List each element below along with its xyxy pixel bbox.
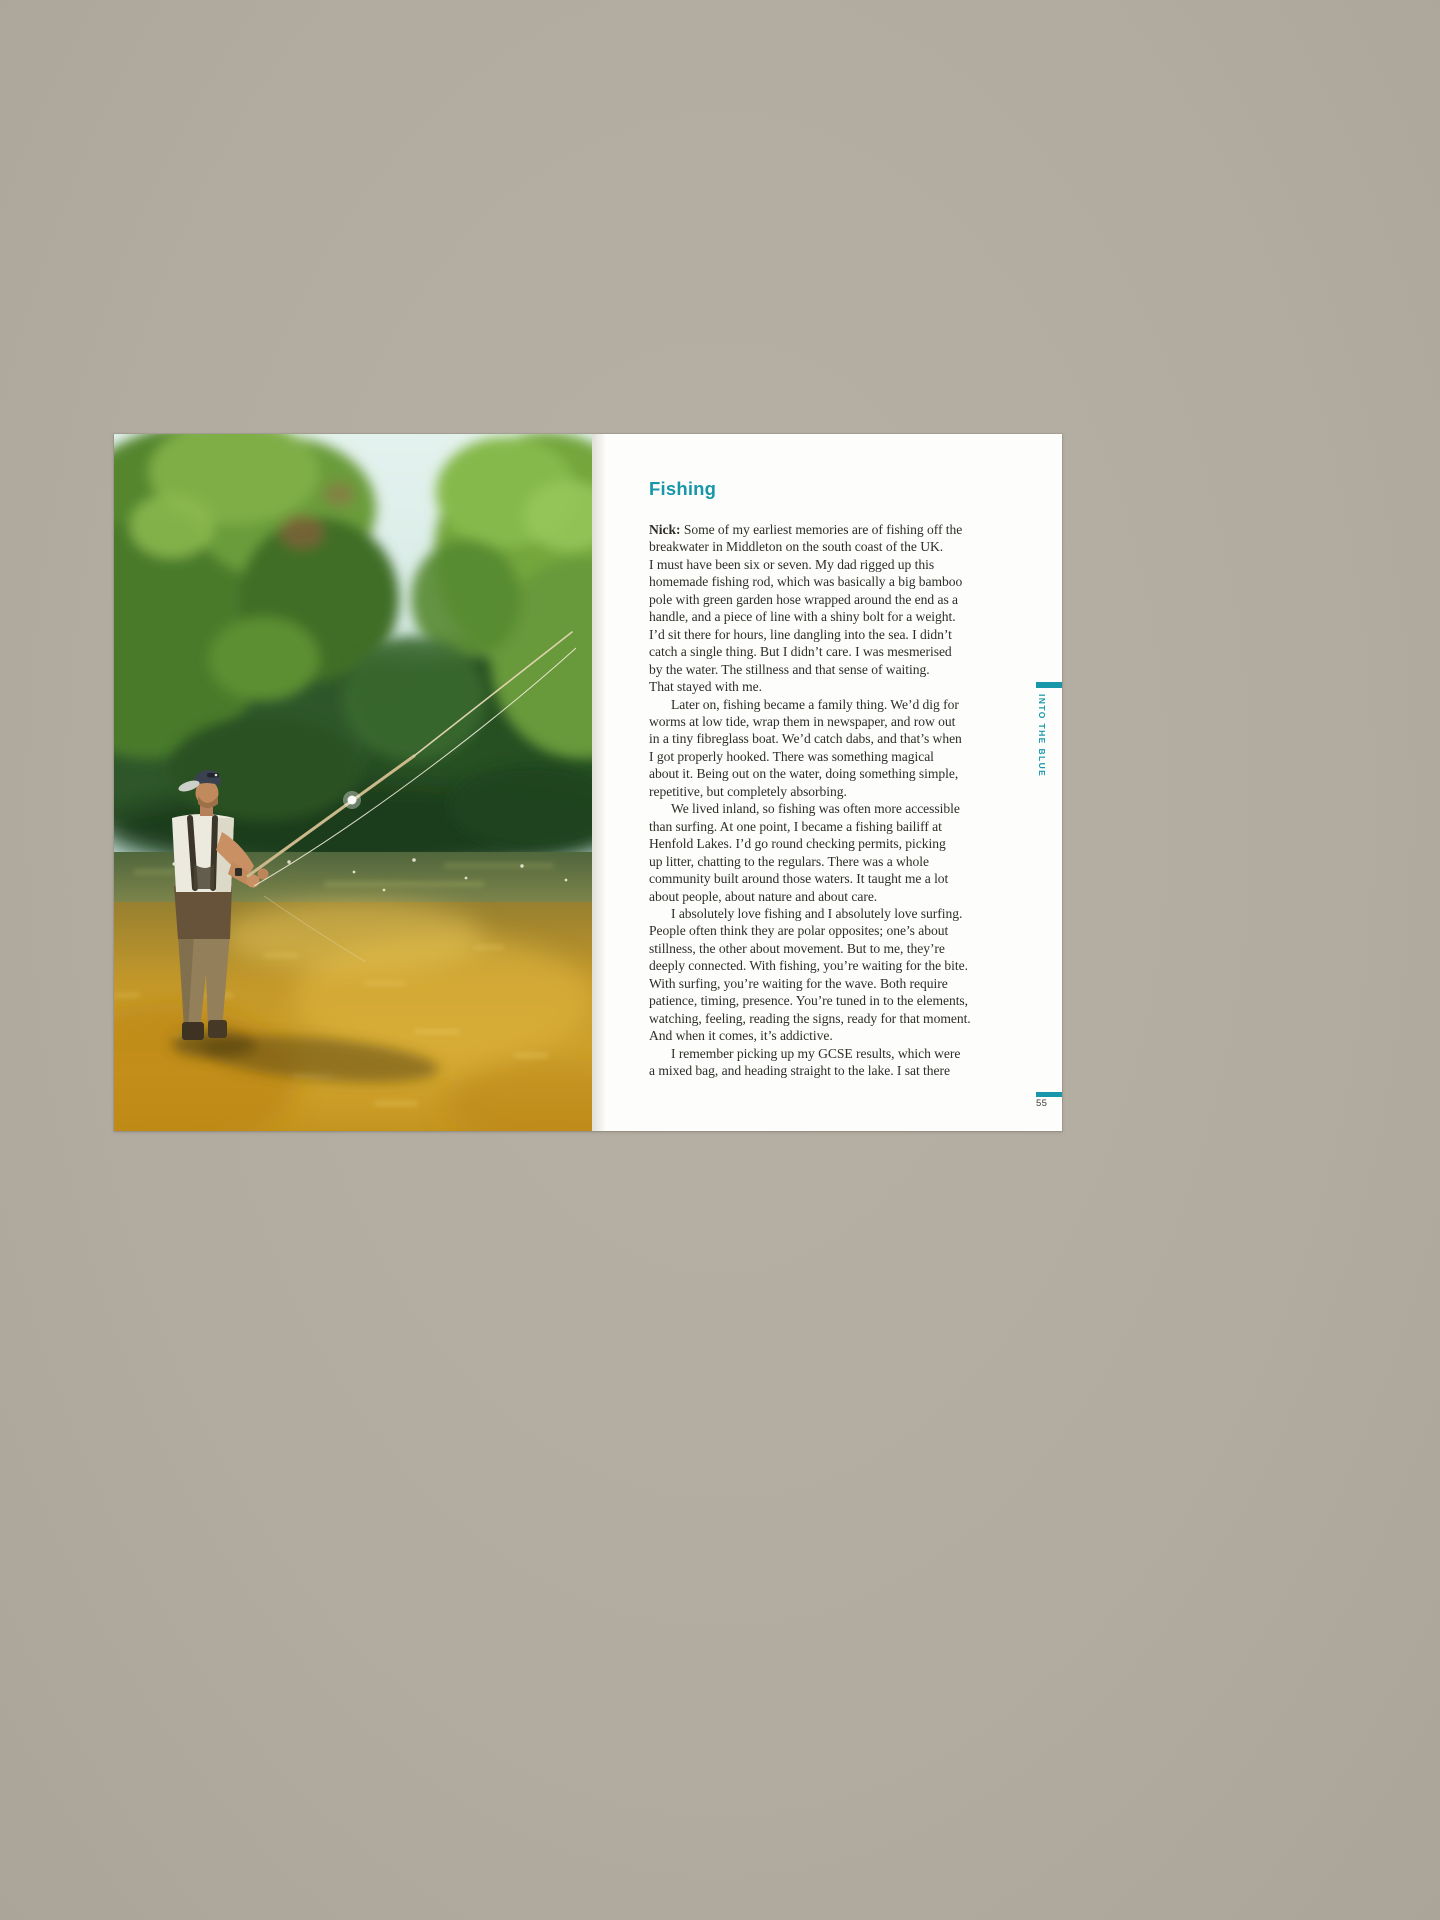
body-line: Nick: Some of my earliest memories are of fishing off the — [649, 522, 963, 537]
body-line: worms at low tide, wrap them in newspaper, and row out — [649, 713, 956, 729]
chapter-tab-label: INTO THE BLUE — [1037, 694, 1047, 778]
body-line: handle, and a piece of line with a shiny bolt for a weight. — [649, 609, 956, 625]
body-line: about it. Being out on the water, doing something simple, — [649, 766, 959, 782]
body-line: patience, timing, presence. You’re tuned in to the elements, — [649, 993, 969, 1009]
body-line: about people, about nature and about care. — [649, 888, 878, 904]
body-line: That stayed with me. — [649, 679, 763, 695]
body-line: by the water. The stillness and that sense of waiting. — [649, 661, 930, 677]
section-heading: Fishing — [649, 478, 717, 499]
body-line: We lived inland, so fishing was often more accessible — [671, 801, 960, 817]
fishing-photo — [114, 434, 592, 1131]
body-line: repetitive, but completely absorbing. — [649, 783, 847, 799]
body-line: than surfing. At one point, I became a fishing bailiff at — [649, 818, 942, 834]
book-spread — [114, 434, 1062, 1131]
footer-bar — [1036, 1092, 1062, 1097]
body-line: Henfold Lakes. I’d go round checking permits, picking — [649, 836, 946, 852]
body-line: stillness, the other about movement. But to me, they’re — [649, 940, 945, 956]
body-line: pole with green garden hose wrapped around the end as a — [649, 591, 959, 607]
body-line: homemade fishing rod, which was basically a big bamboo — [649, 574, 963, 590]
body-line: With surfing, you’re waiting for the wave. Both require — [649, 975, 948, 991]
right-page — [592, 434, 1062, 1131]
body-line: I must have been six or seven. My dad rigged up this — [649, 556, 935, 572]
body-line: I absolutely love fishing and I absolutely love surfing. — [671, 905, 963, 921]
body-line: I’d sit there for hours, line dangling into the sea. I didn’t — [649, 626, 952, 642]
speaker-label: Nick: — [649, 522, 681, 537]
body-line: watching, feeling, reading the signs, ready for that moment. — [649, 1010, 971, 1026]
article-text — [649, 521, 999, 1080]
body-line: I got properly hooked. There was something magical — [649, 748, 934, 764]
body-line: deeply connected. With fishing, you’re waiting for the bite. — [649, 958, 968, 974]
chapter-tab-bar — [1036, 682, 1062, 688]
body-line: a mixed bag, and heading straight to the lake. I sat there — [649, 1063, 950, 1079]
body-line: I remember picking up my GCSE results, which were — [671, 1045, 961, 1061]
body-line: up litter, chatting to the regulars. There was a whole — [649, 853, 929, 869]
body-line: catch a single thing. But I didn’t care. I was mesmerised — [649, 644, 952, 660]
body-line: breakwater in Middleton on the south coast of the UK. — [649, 539, 944, 555]
body-line: community built around those waters. It taught me a lot — [649, 871, 949, 887]
body-line: And when it comes, it’s addictive. — [649, 1028, 833, 1044]
body-line: Later on, fishing became a family thing. We’d dig for — [671, 696, 959, 712]
page-number: 55 — [1036, 1098, 1048, 1109]
body-line: People often think they are polar opposites; one’s about — [649, 923, 949, 939]
left-page — [114, 434, 592, 1131]
body-line: in a tiny fibreglass boat. We’d catch dabs, and that’s when — [649, 731, 962, 747]
